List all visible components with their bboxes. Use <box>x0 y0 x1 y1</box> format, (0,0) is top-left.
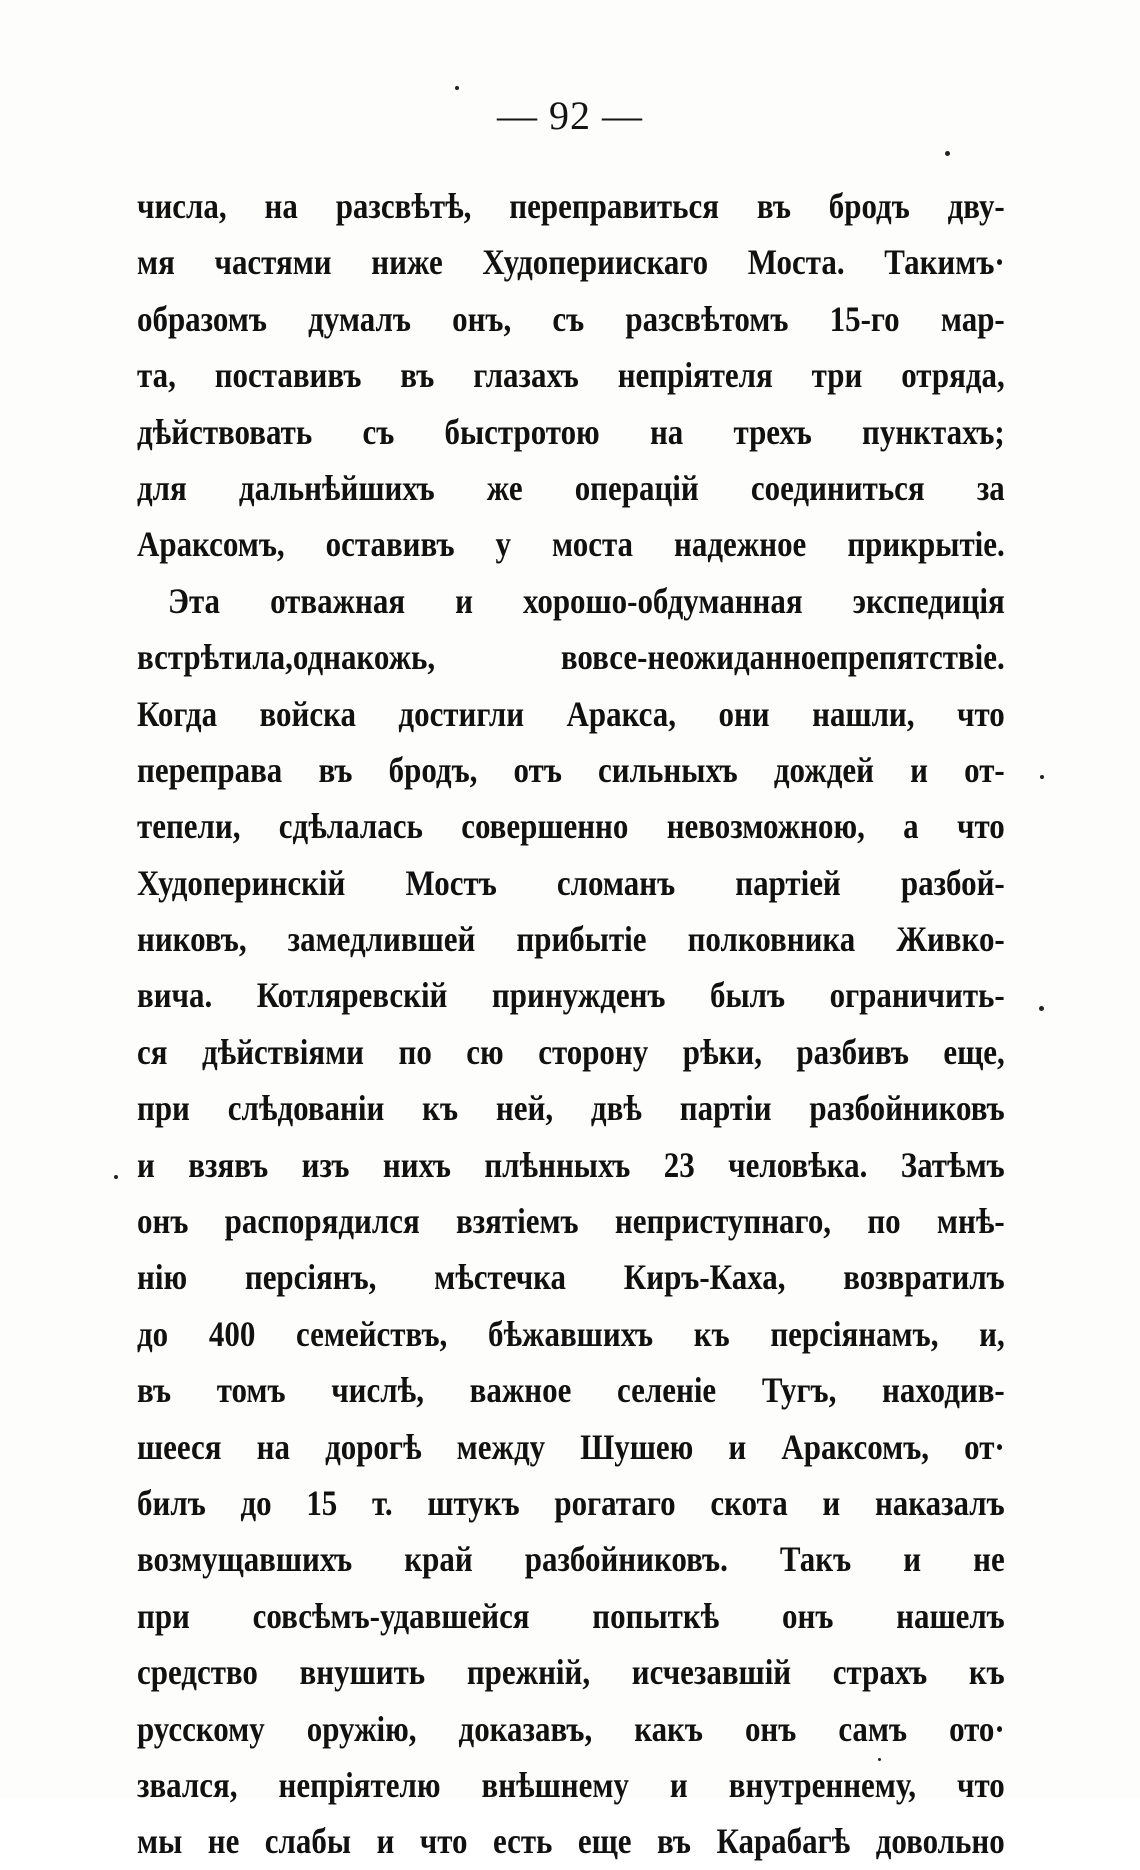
text-line: ся дѣйствіями по сю сторону рѣки, разбивъ еще, <box>137 1031 1005 1072</box>
text-line: Когда войска достигли Аракса, они нашли, что <box>137 693 1005 734</box>
text-line: Араксомъ, оставивъ у моста надежное прикрытіе. <box>137 524 1005 565</box>
text-line: до 400 семействъ, бѣжавшихъ къ персіянамъ, и, <box>137 1313 1005 1354</box>
text-line: звался, непріятелю внѣшнему и внутреннему, что <box>137 1764 1005 1805</box>
paragraph-first-line: Эта отважная и хорошо-обдуманная экспедиція <box>167 580 1005 621</box>
body-text <box>137 178 1005 1870</box>
text-line: вича. Котляревскій принужденъ былъ ограничить- <box>137 975 1005 1016</box>
print-speck <box>945 151 950 156</box>
text-line: при совсѣмъ-удавшейся попыткѣ онъ нашелъ <box>137 1595 1005 1636</box>
text-line: дѣйствовать съ быстротою на трехъ пунктахъ; <box>137 411 1005 452</box>
print-speck <box>1040 775 1044 779</box>
print-speck <box>878 1758 881 1761</box>
print-speck <box>114 1175 118 1179</box>
text-line: никовъ, замедлившей прибытіе полковника Живко- <box>137 919 1005 960</box>
text-line: при слѣдованіи къ ней, двѣ партіи разбойниковъ <box>137 1088 1005 1129</box>
print-speck <box>455 86 459 90</box>
text-line: шееся на дорогѣ между Шушею и Араксомъ, от· <box>137 1426 1005 1467</box>
text-line: Худоперинскій Мостъ сломанъ партіей разбой- <box>137 862 1005 903</box>
text-line: переправа въ бродъ, отъ сильныхъ дождей и от- <box>137 749 1005 790</box>
text-line: мы не слабы и что есть еще въ Карабагѣ довольно <box>137 1821 1005 1862</box>
text-line: образомъ думалъ онъ, съ разсвѣтомъ 15-го мар- <box>137 298 1005 339</box>
text-line: русскому оружію, доказавъ, какъ онъ самъ ото· <box>137 1708 1005 1749</box>
text-line: онъ распорядился взятіемъ неприступнаго, по мнѣ- <box>137 1201 1005 1242</box>
text-line: та, поставивъ въ глазахъ непріятеля три отряда, <box>137 355 1005 396</box>
text-line: средство внушить прежній, исчезавшій страхъ къ <box>137 1652 1005 1693</box>
page-number: — 92 — <box>497 93 643 138</box>
text-line: мя частями ниже Худопериискаго Моста. Такимъ· <box>137 242 1005 283</box>
text-line: билъ до 15 т. штукъ рогатаго скота и наказалъ <box>137 1482 1005 1523</box>
text-line: числа, на разсвѣтѣ, переправиться въ бродъ дву- <box>137 186 1005 226</box>
text-line: возмущавшихъ край разбойниковъ. Такъ и не <box>137 1539 1005 1580</box>
text-line: встрѣтила,однакожь, вовсе-неожиданноепрепятствіе. <box>137 637 1005 678</box>
text-line: для дальнѣйшихъ же операцій соединиться за <box>137 467 1005 508</box>
text-line: и взявъ изъ нихъ плѣнныхъ 23 человѣка. Затѣмъ <box>137 1144 1005 1185</box>
text-line: нію персіянъ, мѣстечка Киръ-Каха, возвратилъ <box>137 1257 1005 1298</box>
text-line: въ томъ числѣ, важное селеніе Тугъ, находив- <box>137 1370 1005 1411</box>
text-line: тепели, сдѣлалась совершенно невозможною, а что <box>137 806 1005 847</box>
print-speck <box>1039 1006 1044 1011</box>
